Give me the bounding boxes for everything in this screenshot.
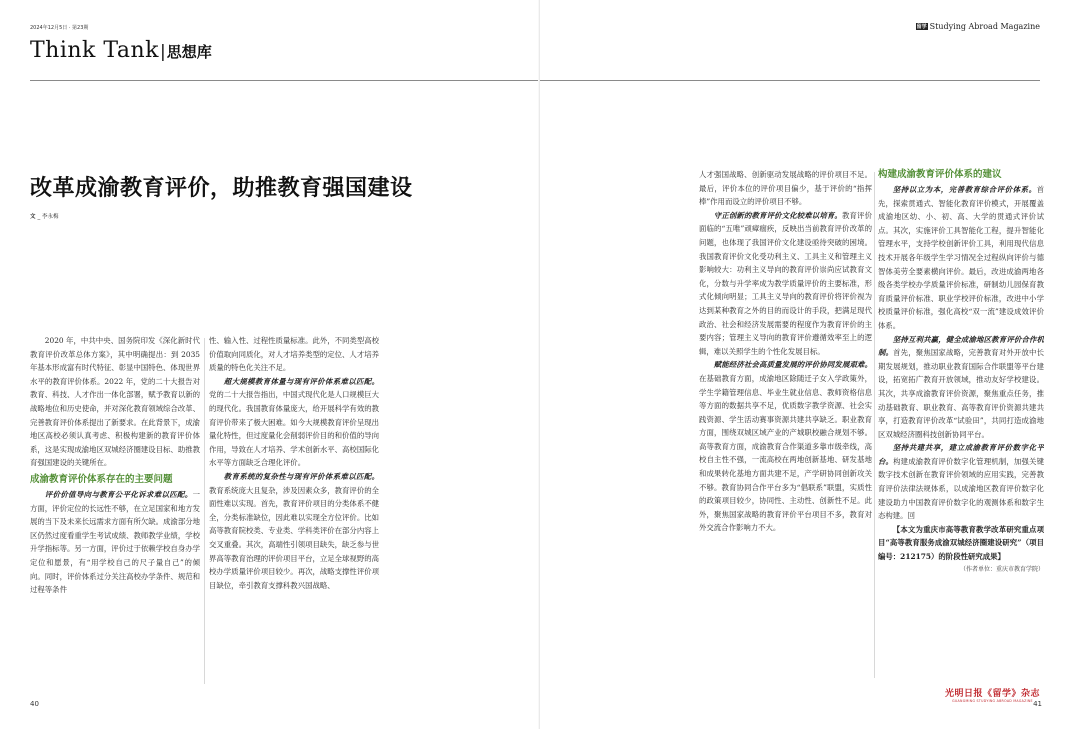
paragraph xyxy=(209,375,379,470)
paragraph-lead-in: 赋能经济社会高质量发展的评价协同发展艰难。 xyxy=(713,360,872,370)
paragraph-body: 构建成渝教育评价数字化管理机制，加强关键数字技术创新在教育评价领域的应用实践，完善教育评价法律法规体系，以成渝地区教育评价数字化建设助力中国教育评价数字化的观测体系和数字生态构建。 xyxy=(878,456,1044,521)
paragraph xyxy=(209,470,379,592)
paragraph-lead-in: 守正创新的教育评价文化较难以培育。 xyxy=(713,210,842,220)
footer-magazine-logo xyxy=(945,686,1040,703)
end-mark-icon: 回 xyxy=(907,511,915,521)
text-column-2 xyxy=(209,334,379,689)
section-heading: 构建成渝教育评价体系的建议 xyxy=(878,169,1002,180)
paragraph-lead-in: 坚持共建共享，建立成渝教育评价数字化平台。 xyxy=(878,443,1044,466)
paragraph xyxy=(878,183,1044,333)
text-column-4 xyxy=(878,168,1044,688)
paragraph-body: 首先，聚焦国家战略，完善教育对外开放中长期发展规划，推动职业教育国际合作联盟等平台建设，拓宽拓广教育开放领域，推动友好学校建设。其次，共享成渝教育评价资源，聚焦重点任务，推动基础教育、职业教育、高等教育评价资源共建共享，打造教育评价改革“试验田”，共同打造成渝地区双城经济圈科技创新协同平台。 xyxy=(878,348,1044,439)
header-rule xyxy=(30,80,540,81)
issue-date: 2024年12月5日 · 第23期 xyxy=(30,25,89,31)
magazine-name-text: Studying Abroad Magazine xyxy=(929,22,1040,31)
paragraph-body: 教育评价面临的“五唯”顽瘴痼疾，反映出当前教育评价改革的问题，也体现了我国评价文化建设亟待突破的困境。我国教育评价文化受功利主义、工具主义和管理主义影响较大：功利主义导向的教育评价崇尚应试教育文化，分数与升学率成为教学质量评价的主要标准，形式化倾向明显；工具主义导向的教育评价将评价视为达到某种教育之外的目的而设计的手段，把满足现代政治、社会和经济发展需要的程度作为教育评价的主要内容；管理主义导向的教育评价遵循效率至上的逻辑，难以关照学生的个性化发展目标。 xyxy=(699,210,872,356)
column-divider xyxy=(874,172,875,678)
page-number-right: 41 xyxy=(1033,700,1042,708)
section-header xyxy=(30,38,212,63)
section-title-en: Think Tank xyxy=(30,38,159,63)
section-heading: 成渝教育评价体系存在的主要问题 xyxy=(30,473,173,485)
footer-brand: 光明日报《留学》杂志 xyxy=(944,689,1040,699)
paragraph xyxy=(30,488,200,597)
byline-separator: _ xyxy=(37,214,41,220)
byline xyxy=(30,212,59,220)
paragraph: 2020 年，中共中央、国务院印发《深化新时代教育评价改革总体方案》，其中明确提出：到 2035 年基本形成富有时代特征、彰显中国特色、体现世界水平的教育评价体系。2022 年，党的二十大报告对教育、科技、人才作出一体化部署，赋予教育以新的战略地位和历史使命，并对深化教育领域综合改革、完善教育评价体系提出了新要求。在此背景下，成渝地区高校必须认真考虑、积极构建新的教育评价体系，这是实现成渝地区双城经济圈建设目标、助推教育强国建设的关键所在。 xyxy=(30,336,200,468)
paragraph-body: 教育系统庞大且复杂，涉及因素众多，教育评价的全面性难以实现。首先，教育评价项目的分类体系不健全，分类标准缺位，因此难以实现全方位评价。比如高等教育院校类、专业类、学科类评价在部分内容上交叉重叠。其次，高端性引领项目缺失，缺乏参与世界高等教育治理的评价项目平台，立足全球视野的高校办学质量评价项目较少。再次，战略支撑性评价项目缺位，牵引教育支撑科教兴国战略、 xyxy=(209,485,379,590)
paragraph-lead-in: 坚持互利共赢，健全成渝地区教育评价合作机制。 xyxy=(878,334,1044,358)
right-page xyxy=(540,0,1080,729)
paragraph-lead-in: 教育系统的复杂性与现有评价体系难以匹配。 xyxy=(223,471,379,481)
text-column-1 xyxy=(30,334,200,689)
paragraph-body: 一方面，评价定位的长远性不够，在立足国家和地方发展的当下及未来长远需求方面有所欠缺。成渝部分地区仍然过度看重学生考试成绩、教师教学业绩，学校升学指标等。另一方面，评价过于依赖学校自身办学定位和愿景，有“用学校自己的尺子量自己”的倾向。同时，评价体系过分关注高校办学条件、规范和过程等条件 xyxy=(30,489,200,595)
author-affiliation: （作者单位：重庆市教育学院） xyxy=(959,565,1044,573)
paragraph-body: 在基础教育方面，成渝地区除随迁子女入学政策外，学生学籍管理信息、毕业生就业信息、教师资格信息等方面的数据共享不足，优质数字教学资源、社会实践资源、学生活动赛事资源共建共享缺乏。职业教育方面，围绕双城区域产业的产城职校融合规划不够。高等教育方面，成渝教育合作渠道多靠市级牵线，高校自主性不强，一流高校在两地创新基地、研发基地和成果转化基地方面共建不足，产学研协同创新攻关不够。教育协同合作平台多为“倡联系”联盟，实质性的政策项目较少，协同性、主动性、创新性不足。此外，聚焦国家战略的教育评价平台项目不多，教育对外交流合作影响力不大。 xyxy=(699,373,872,533)
paragraph-lead-in: 评价价值导向与教育公平化诉求难以匹配。 xyxy=(44,489,193,499)
magazine-name xyxy=(916,22,1040,31)
paragraph-lead-in: 坚持以立为本，完善教育综合评价体系。 xyxy=(892,185,1037,194)
byline-label: 文 xyxy=(30,214,36,220)
column-divider xyxy=(204,338,205,684)
footer-brand-sub: GUANGMING STUDYING ABROAD MAGAZINE xyxy=(952,699,1033,703)
paragraph-body: 首先，探索贯通式、智能化教育评价模式，开展覆盖成渝地区幼、小、初、高、大学的贯通式评价试点。其次，实施评价工具智能化工程，提升智能化管理水平，支持学校创新评价工具，利用现代信息技术开展各年级学生学习情况全过程纵向评价与德智体美劳全要素横向评价。最后，改进成渝两地各级各类学校办学质量评价标准，研制幼儿园保育教育质量评价标准、职业学校评价标准，改进中小学校质量评价标准，强化高校“双一流”建设成效评价体系。 xyxy=(878,185,1044,330)
magazine-logo-icon: 留学 xyxy=(916,24,927,30)
section-title-cn: 思想库 xyxy=(166,43,212,61)
section-separator: | xyxy=(159,42,166,62)
paragraph-lead-in: 超大规模教育体量与现有评价体系难以匹配。 xyxy=(223,376,379,386)
page-number-left: 40 xyxy=(30,700,39,708)
paragraph xyxy=(878,333,1044,442)
paragraph: 性、输入性、过程性质量标准。此外，不同类型高校价值取向同质化，对人才培养类型的定位、人才培养质量的特色化关注不足。 xyxy=(209,336,379,373)
header-rule xyxy=(540,80,1040,81)
paragraph xyxy=(699,209,872,359)
paragraph xyxy=(699,358,872,535)
paragraph-body: 党的二十大报告指出，中国式现代化是人口规模巨大的现代化。我国教育体量庞大，给开展科学有效的教育评价带来了极大困难。如今大规模教育评价呈现出量化特性，但过度量化会削弱评价目的和价值的导向作用，导致在人才培养、学术创新水平、高校国际化水平等方面缺乏合理化评价。 xyxy=(209,390,379,468)
article-title: 改革成渝教育评价，助推教育强国建设 xyxy=(30,176,413,201)
fund-note: 【本文为重庆市高等教育教学改革研究重点项目“高等教育服务成渝双城经济圈建设研究”（项目编号：212175）的阶段性研究成果】 xyxy=(878,524,1044,562)
text-column-3 xyxy=(699,168,872,688)
author-name: 李永梅 xyxy=(42,214,59,220)
paragraph xyxy=(878,441,1044,523)
paragraph: 人才强国战略、创新驱动发展战略的评价项目不足。最后，评价本位的评价项目偏少，基于评价的“指挥棒”作用而设立的评价项目不够。 xyxy=(699,170,872,207)
